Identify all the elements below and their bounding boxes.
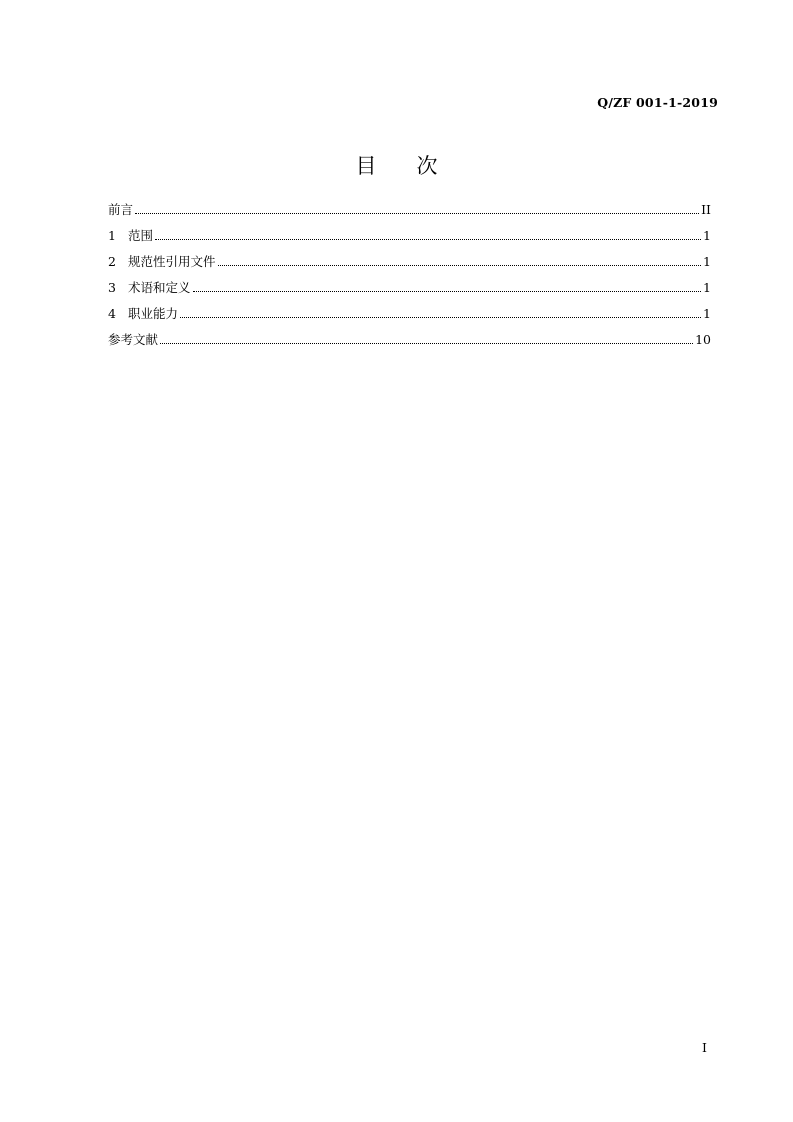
toc-leader-dots [193,291,702,292]
toc-list [108,200,711,356]
toc-leader-dots [160,343,693,344]
standard-code: Q/ZF 001-1-2019 [597,95,718,110]
page-number: I [702,1040,707,1055]
toc-entry-page: 1 [703,280,711,295]
toc-entry-page: 1 [703,254,711,269]
toc-entry-label: 规范性引用文件 [128,254,216,269]
toc-title-char-2: 次 [416,154,438,178]
toc-leader-dots [180,317,701,318]
toc-entry-page: 10 [695,332,711,347]
toc-entry-scope[interactable] [108,226,711,252]
toc-entry-professional-competence[interactable] [108,304,711,330]
toc-entry-page: 1 [703,306,711,321]
toc-entry-terms-definitions[interactable] [108,278,711,304]
toc-leader-dots [218,265,702,266]
toc-entry-label: 术语和定义 [128,280,191,295]
toc-entry-page: II [701,202,711,217]
toc-entry-page: 1 [703,228,711,243]
toc-entry-label: 参考文献 [108,332,159,347]
toc-title-char-1: 目 [355,154,377,178]
toc-title [0,150,793,180]
toc-entry-label: 前言 [108,202,134,217]
toc-entry-number: 2 [108,254,116,269]
toc-leader-dots [155,239,701,240]
toc-entry-normative-references[interactable] [108,252,711,278]
toc-entry-bibliography[interactable] [108,330,711,356]
toc-leader-dots [135,213,699,214]
toc-entry-number: 1 [108,228,116,243]
toc-entry-label: 职业能力 [128,306,179,321]
toc-entry-foreword[interactable] [108,200,711,226]
toc-entry-number: 4 [108,306,116,321]
toc-entry-label: 范围 [128,228,154,243]
toc-entry-number: 3 [108,280,116,295]
